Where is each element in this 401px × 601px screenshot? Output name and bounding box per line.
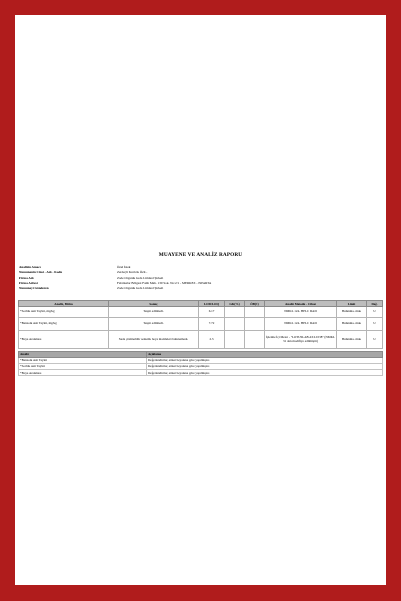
lod-cell: 6.17 [199,307,225,318]
ob-cell [245,318,265,331]
report-title: MUAYENE VE ANALİZ RAPORU [158,252,243,258]
column-header: Değ. [367,301,383,307]
lod-cell: 2.3 [199,331,225,349]
method-cell: İşletme İçi Metot - "LOTUSLAB AT.LI 038" (NMKL 31 den modifiye edilmiştir) [265,331,337,349]
note-analysis-cell: *Benzoik Asit Tayini [19,357,147,363]
table-row [19,307,383,318]
gk-cell [225,307,245,318]
note-analysis-cell: *Boya Aranması [19,370,147,376]
note-text-cell: Değerlendirme; etiket beyanına göre yapılmıştır. [147,370,383,376]
result-cell: Tespit edilmedi. [109,318,199,331]
analysis-cell: *Sorbik Asit Tayini, mg/kg [19,307,109,318]
limit-cell: Bulunma- mak [337,307,367,318]
method-cell: NMKL 124- HPLC DAD [265,318,337,331]
column-header: Limit [337,301,367,307]
gk-cell [225,318,245,331]
note-analysis-cell: *Sorbik Asit Tayini [19,363,147,369]
analysis-cell: *Boya Aranması [19,331,109,349]
column-header: Analiz Metodu - Cihaz [265,301,337,307]
info-label: Firma Adresi [19,280,38,285]
info-row-sender [19,286,379,291]
analysis-cell: *Benzoik Asit Tayini, mg/kg [19,318,109,331]
note-text-cell: Değerlendirme; etiket beyanına göre yapılmıştır. [147,357,383,363]
info-value: Zade Organik Gıda Limited Şirketi [117,275,164,280]
column-header: Analiz, Birim [19,301,109,307]
info-value: Fabrikalar Bölgesi Fatih Mah. 130 Sok. No:2/1 - MERKEZ - ISPARTA [117,280,212,285]
deg-cell: U [367,331,383,349]
gk-cell [225,331,245,349]
result-cell: Suda çözünebilir sentetik boya maddeleri bulunamadı. [109,331,199,349]
info-label: Firma Adı [19,275,34,280]
info-value: Zade Organik Gıda Limited Şirketi [117,286,164,291]
sample-info [19,265,379,291]
note-text-cell: Değerlendirme; etiket beyanına göre yapılmıştır. [147,363,383,369]
ob-cell [245,331,265,349]
info-label: Numuneyi Gönderen [19,286,49,291]
column-header: Sonuç [109,301,199,307]
column-header: Analiz [19,352,147,358]
deg-cell: U [367,318,383,331]
column-header: LOD/LOQ [199,301,225,307]
table-row [19,370,383,376]
column-header: GK(%) [225,301,245,307]
result-cell: Tespit edilmedi. [109,307,199,318]
limit-cell: Bulunma- mak [337,331,367,349]
results-table [18,300,383,349]
deg-cell: U [367,307,383,318]
lod-cell: 7.72 [199,318,225,331]
limit-cell: Bulunma- mak [337,318,367,331]
table-row [19,318,383,331]
column-header: ÖB(±) [245,301,265,307]
report-sheet [15,15,386,585]
notes-table [18,351,383,376]
info-value: Özel İstek [117,265,131,269]
info-label: Numunenin Cinsi - Adı - Kodu [19,270,63,275]
table-row [19,331,383,349]
column-header: Açıklama [147,352,383,358]
ob-cell [245,307,265,318]
info-label: Analizin Amacı [19,265,41,269]
info-value: Zerdeçli Kırılcık Özü - [117,270,148,275]
method-cell: NMKL 124- HPLC DAD [265,307,337,318]
